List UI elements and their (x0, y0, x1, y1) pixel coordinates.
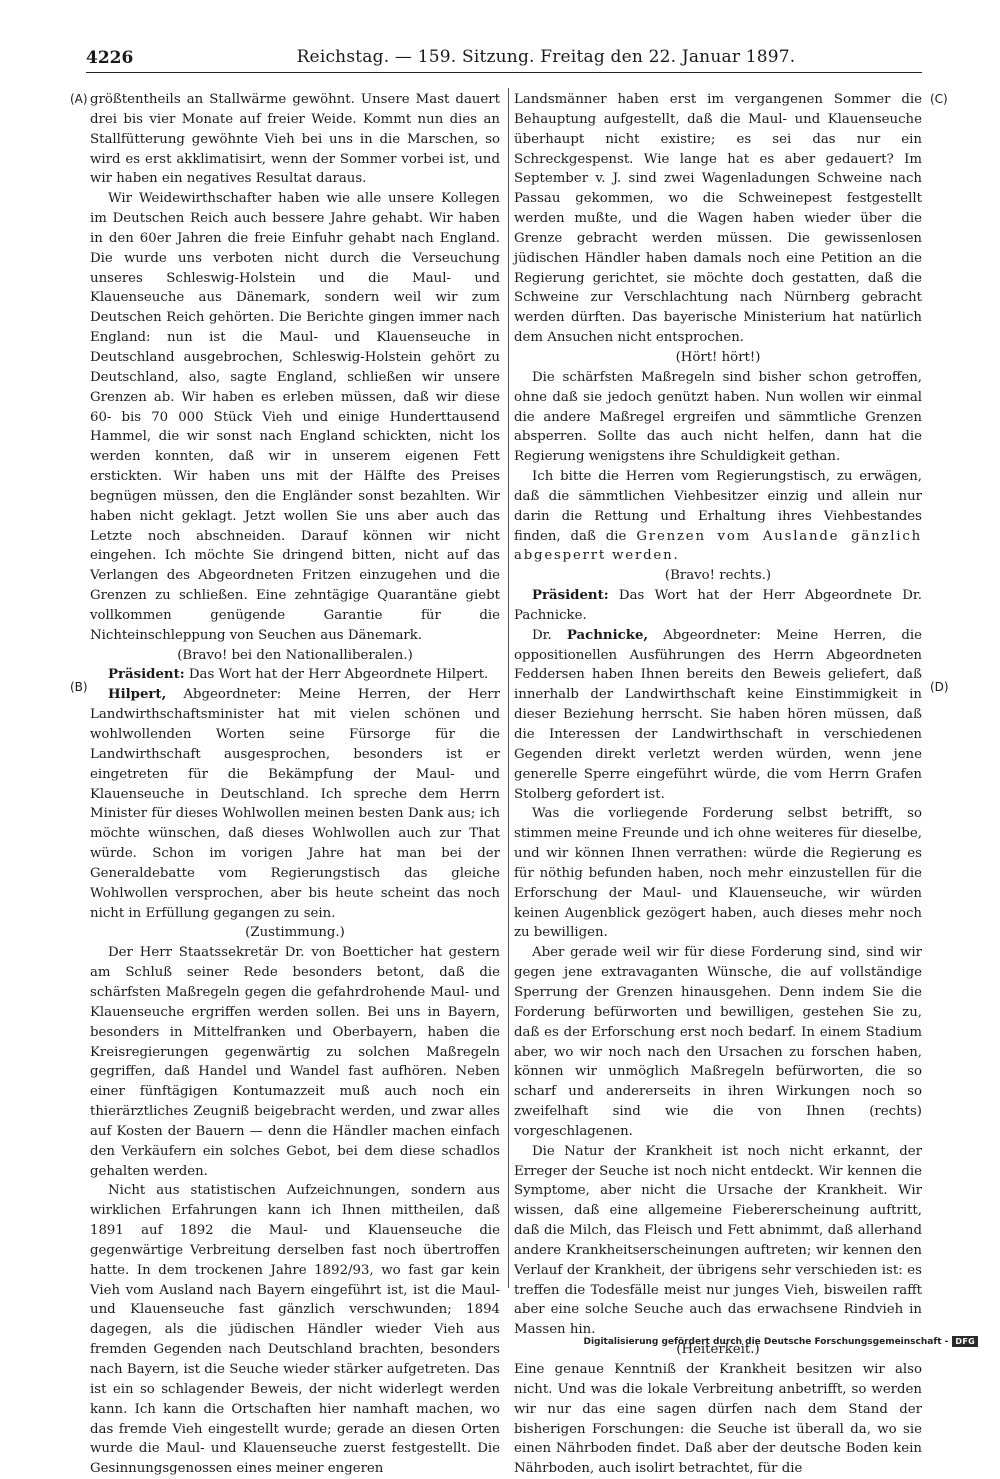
speaker-paragraph (514, 626, 922, 805)
body-text: Ich bitte die Herren vom Regierungstisch, zu erwägen, daß die sämmtlichen Viehbesitzer einzig und allein nur darin die Rettung und Erhaltung ihres Viehbestandes finden, daß die (514, 469, 922, 544)
body-paragraph: Wir Weidewirthschafter haben wie alle unsere Kollegen im Deutschen Reich auch bessere Jahre gehabt. Wir haben in den 60er Jahren die freie Einfuhr gehabt nach England. Die wurde uns verboten nicht durch die Verseuchung unseres Schleswig-Holstein und die Maul- und Klauenseuche aus Dänemark, sondern weil wir zum Deutschen Reich gehörten. Die Berichte gingen immer nach England: nun ist die Maul- und Klauenseuche in Deutschland ausgebrochen, Schleswig-Holstein gehört zu Deutschland, also, sagte England, schließen wir unsere Grenzen ab. Wir haben es erleben müssen, daß wir diese 60- bis 70 000 Stück Vieh und einige Hunderttausend Hammel, die wir sonst nach England schickten, nicht los werden konnten, daß wir in unserem eigenen Fett erstickten. Wir haben uns mit der Hälfte des Preises begnügen müssen, den die Engländer sonst bezahlten. Wir haben nicht geklagt. Jetzt wollen Sie uns aber auch das Letzte noch abschneiden. Darauf können wir nicht eingehen. Ich möchte Sie dringend bitten, nicht auf das Verlangen des Abgeordneten Fritzen einzugehen und die Grenzen zu schließen. Eine zehntägige Quarantäne giebt vollkommen genügende Garantie für die Nichteinschleppung von Seuchen aus Dänemark. (90, 191, 500, 643)
applause-note: (Bravo! bei den Nationalliberalen.) (177, 647, 413, 663)
dfg-logo: DFG (952, 1336, 978, 1347)
left-column (90, 90, 500, 1479)
speaker-paragraph (514, 586, 922, 626)
margin-mark-d: (D) (930, 680, 949, 694)
body-paragraph: Die Natur der Krankheit ist noch nicht erkannt, der Erreger der Seuche ist noch nicht entdeckt. Wir kennen die Symptome, aber nicht die Ursache der Krankheit. Wir wissen, daß eine allgemeine Fiebererscheinung auftritt, daß die Milch, das Fleisch und Fett abnimmt, daß allerhand andere Krankheitserscheinungen auftreten; wir kennen den Verlauf der Krankheit, der übrigens sehr verschieden ist: es treffen die Todesfälle meist nur junges Vieh, bisweilen rafft aber eine solche Seuche auch das erwachsene Rindvieh in Massen hin. (514, 1143, 922, 1338)
body-paragraph: Eine genaue Kenntniß der Krankheit besitzen wir also nicht. Und was die lokale Verbreitung anbetrifft, so werden wir nur das eine sagen dürfen nach dem Stand der bisherigen Forschungen: die Seuche ist überall da, wo sie einen Nährboden findet. Daß aber der deutsche Boden kein Nährboden, auch isolirt betrachtet, für die (514, 1362, 922, 1477)
margin-mark-c: (C) (930, 92, 948, 106)
right-column (514, 90, 922, 1479)
speech-text: Das Wort hat der Herr Abgeordnete Dr. Pachnicke. (514, 588, 922, 623)
speech-text: Abgeordneter: Meine Herren, die oppositionellen Ausführungen des Herrn Abgeordneten Feddersen haben Ihnen bereits den Beweis geliefert, daß innerhalb der Landwirthschaft keine Einstimmigkeit in dieser Beziehung herrscht. Sie haben hören müssen, daß die Interessen der Landwirthschaft in verschiedenen Gegenden direkt verletzt werden würden, wenn jene generelle Sperre eingeführt würde, die vom Herrn Grafen Stolberg gefordert ist. (514, 627, 922, 802)
emphasized-text: Grenzen vom Auslande gänzlich abgesperrt werden. (514, 528, 922, 564)
speaker-title: Dr. (532, 627, 567, 643)
speaker-paragraph (90, 665, 500, 685)
body-paragraph: größtentheils an Stallwärme gewöhnt. Unsere Mast dauert drei bis vier Monate auf freier Weide. Kommt nun dies an Stallfütterung gewöhnte Vieh bei uns in die Marschen, so wird es erst akklimatisirt, wenn der Sommer vorbei ist, und wir haben ein negatives Resultat daraus. (90, 92, 500, 187)
page-header (86, 44, 922, 73)
body-paragraph: Aber gerade weil wir für diese Forderung sind, sind wir gegen jene extravaganten Wünsche, die auf vollständige Sperrung der Grenzen hinausgehen. Denn indem Sie die Forderung befürworten und bewilligen, gestehen Sie zu, daß es der Erforschung erst noch bedarf. In einem Stadium aber, wo wir noch nach den Ursachen zu forschen haben, können wir unmöglich Maßregeln befürworten, die so scharf und andererseits in ihren Wirkungen noch so zweifelhaft sind wie die von Ihnen (rechts) vorgeschlagenen. (514, 945, 922, 1139)
speech-text: Abgeordneter: Meine Herren, der Herr Landwirthschaftsminister hat mit vielen schönen und wohlwollenden Worten seine Fürsorge für die Landwirthschaft ausgesprochen, besonders ist er eingetreten für die Bekämpfung der Maul- und Klauenseuche in Deutschland. Ich spreche dem Herrn Minister für dieses Wohlwollen meinen besten Dank aus; ich möchte wünschen, daß dieses Wohlwollen auch zur That würde. Schon im vorigen Jahre hat man bei der Generaldebatte vom Regierungstisch das gleiche Wohlwollen versprochen, aber bis heute scheint das noch nicht in Erfüllung gegangen zu sein. (90, 687, 500, 921)
body-paragraph: Landsmänner haben erst im vergangenen Sommer die Behauptung aufgestellt, daß die Maul- und Klauenseuche überhaupt nicht existire; es sei das nur ein Schreckgespenst. Wie lange hat es aber gedauert? Im September v. J. sind zwei Wagenladungen Schweine nach Passau gekommen, wo die Schweinepest festgestellt werden mußte, und die Wagen haben wieder über die Grenze gebracht werden müssen. Die gewissenlosen jüdischen Händler haben damals noch eine Petition an die Regierung gerichtet, sie möchte doch gestatten, daß die Schweine zur Verschlachtung nach Nürnberg gebracht werden dürften. Das bayerische Ministerium hat natürlich dem Ansuchen nicht entsprochen. (514, 92, 922, 346)
applause-note: (Bravo! rechts.) (664, 568, 772, 584)
running-head: Reichstag. — 159. Sitzung. Freitag den 22. Januar 1897. (296, 47, 796, 67)
body-paragraph (514, 467, 922, 566)
column-divider (508, 88, 509, 1288)
margin-mark-a: (A) (70, 92, 88, 106)
applause-note: (Zustimmung.) (245, 925, 345, 941)
speech-text: Das Wort hat der Herr Abgeordnete Hilpert. (184, 667, 489, 683)
speaker-name: Präsident: (108, 667, 185, 683)
footer (583, 1336, 978, 1347)
applause-note: (Hört! hört!) (675, 349, 761, 365)
body-paragraph: Nicht aus statistischen Aufzeichnungen, sondern aus wirklichen Erfahrungen kann ich Ihnen mittheilen, daß 1891 auf 1892 die Maul- und Klauenseuche die gegenwärtige Verbreitung derselben fast noch übertroffen hatte. In dem trockenen Jahre 1892/93, wo fast gar kein Vieh vom Ausland nach Bayern eingeführt ist, ist die Maul- und Klauenseuche fast gänzlich verschwunden; 1894 dagegen, als die jüdischen Händler wieder Vieh aus fremden Gegenden nach Deutschland brachten, besonders nach Bayern, ist die Seuche wieder stärker aufgetreten. Das ist ein so schlagender Beweis, der nicht widerlegt werden kann. Ich kann die Ortschaften hier namhaft machen, wo das fremde Vieh eingestellt wurde; gerade an diesen Orten wurde die Maul- und Klauenseuche zuerst festgestellt. Die Gesinnungsgenossen eines meiner engeren (90, 1183, 500, 1477)
body-paragraph: Der Herr Staatssekretär Dr. von Boetticher hat gestern am Schluß seiner Rede besonders betont, daß die schärfsten Maßregeln gegen die gefahrdrohende Maul- und Klauenseuche ergriffen werden sollen. Bei uns in Bayern, besonders in Mittelfranken und Oberbayern, haben die Kreisregierungen gegenwärtig zu solchen Maßregeln gegriffen, daß Handel und Wandel fast aufhören. Neben einer fünftägigen Kontumazzeit muß auch noch ein thierärztliches Zeugniß beigebracht werden, und zwar alles auf Kosten der Bauern — denn die Händler machen einfach den Verkäufern ein solches Gebot, bei dem diese schadlos gehalten werden. (90, 945, 500, 1179)
speaker-paragraph (90, 685, 500, 923)
body-paragraph: Die schärfsten Maßregeln sind bisher schon getroffen, ohne daß sie jedoch genützt haben. Nun wollen wir einmal die andere Maßregel ergreifen und sämmtliche Grenzen absperren. Sollte das auch nicht helfen, dann hat die Regierung wenigstens ihre Schuldigkeit gethan. (514, 369, 922, 465)
speaker-name: Präsident: (532, 588, 609, 604)
margin-mark-b: (B) (70, 680, 88, 694)
page-number: 4226 (86, 48, 134, 68)
speaker-name: Pachnicke, (566, 627, 649, 643)
body-paragraph: Was die vorliegende Forderung selbst betrifft, so stimmen meine Freunde und ich ohne weiteres für dieselbe, und wir können Ihnen verrathen: würde die Regierung es für nöthig befunden haben, noch mehr einzustellen für die Erforschung der Maul- und Klauenseuche, wir würden keinen Augenblick gezögert haben, auch dieses mehr noch zu bewilligen. (514, 806, 922, 941)
speaker-name: Hilpert, (108, 687, 167, 703)
footer-credit: Digitalisierung gefördert durch die Deutsche Forschungsgemeinschaft - (583, 1336, 949, 1347)
applause-note: (Heiterkeit.) (676, 1342, 760, 1358)
